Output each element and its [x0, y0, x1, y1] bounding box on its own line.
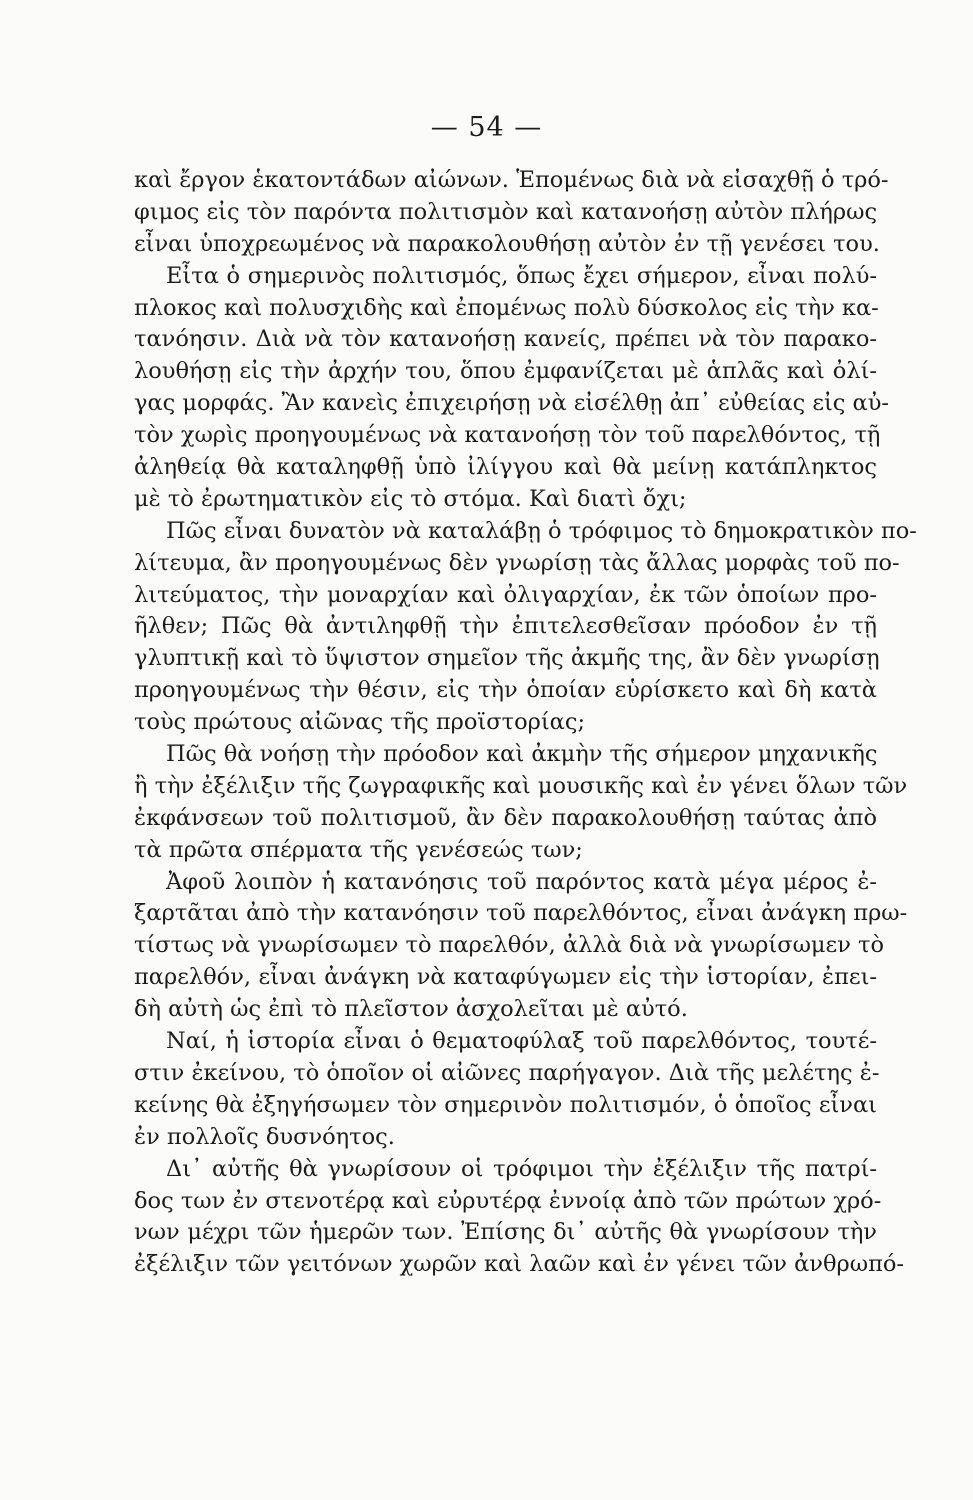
body-text: [134, 165, 917, 1281]
text-line: δος των ἐν στενοτέρᾳ καὶ εὐρυτέρᾳ ἐννοίᾳ ἀπὸ τῶν πρώτων χρό-: [134, 1187, 882, 1214]
text-line: προηγουμένως τὴν θέσιν, εἰς τὴν ὁποίαν εὑρίσκετο καὶ δὴ κατὰ: [134, 677, 877, 704]
text-line: Πῶς εἶναι δυνατὸν νὰ καταλάβῃ ὁ τρόφιμος τὸ δημοκρατικὸν πο-: [166, 517, 917, 544]
text-line: ξαρτᾶται ἀπὸ τὴν κατανόησιν τοῦ παρελθόντος, εἶναι ἀνάγκη πρω-: [134, 900, 908, 927]
text-line: ῆλθεν; Πῶς θὰ ἀντιληφθῇ τὴν ἐπιτελεσθεῖσαν πρόοδον ἐν τῇ: [134, 613, 877, 640]
text-line: κείνης θὰ ἐξηγήσωμεν τὸν σημερινὸν πολιτισμόν, ὁ ὁποῖος εἶναι: [134, 1091, 877, 1118]
page-number: — 54 —: [430, 112, 543, 143]
text-line: τοὺς πρώτους αἰῶνας τῆς προϊστορίας;: [134, 709, 586, 736]
text-line: Ναί, ἡ ἱστορία εἶναι ὁ θεματοφύλαξ τοῦ παρελθόντος, τουτέ-: [166, 1028, 877, 1055]
text-line: νων μέχρι τῶν ἡμερῶν των. Ἐπίσης δι᾽ αὐτῆς θὰ γνωρίσουν τὴν: [134, 1219, 877, 1246]
text-line: τίστως νὰ γνωρίσωμεν τὸ παρελθόν, ἀλλὰ διὰ νὰ γνωρίσωμεν τὸ: [134, 932, 885, 959]
text-line: δὴ αὐτὴ ὡς ἐπὶ τὸ πλεῖστον ἀσχολεῖται μὲ αὐτό.: [134, 996, 688, 1023]
text-line: ἐν πολλοῖς δυσνόητος.: [134, 1123, 395, 1150]
text-line: τὸν χωρὶς προηγουμένως νὰ κατανοήσῃ τὸν τοῦ παρελθόντος, τῇ: [134, 422, 881, 449]
text-line: γας μορφάς. Ἂν κανεὶς ἐπιχειρήσῃ νὰ εἰσέλθῃ ἀπ᾽ εὐθείας εἰς αὐ-: [134, 390, 890, 417]
text-line: καὶ ἔργον ἑκατοντάδων αἰώνων. Ἑπομένως διὰ νὰ εἰσαχθῇ ὁ τρό-: [134, 167, 889, 193]
text-line: ἐκφάνσεων τοῦ πολιτισμοῦ, ἂν δὲν παρακολουθήσῃ ταύτας ἀπὸ: [134, 804, 877, 831]
text-line: Ἀφοῦ λοιπὸν ἡ κατανόησις τοῦ παρόντος κατὰ μέγα μέρος ἐ-: [166, 868, 877, 895]
text-line: στιν ἐκείνου, τὸ ὁποῖον οἱ αἰῶνες παρήγαγον. Διὰ τῆς μελέτης ἐ-: [134, 1059, 880, 1086]
text-line: γλυπτικῇ καὶ τὸ ὕψιστον σημεῖον τῆς ἀκμῆς της, ἂν δὲν γνωρίσῃ: [134, 645, 880, 672]
text-line: λιτεύματος, τὴν μοναρχίαν καὶ ὀλιγαρχίαν, ἐκ τῶν ὁποίων προ-: [134, 581, 877, 608]
text-line: ἐξέλιξιν τῶν γειτόνων χωρῶν καὶ λαῶν καὶ ἐν γένει τῶν ἀνθρωπό-: [134, 1251, 904, 1278]
text-line: παρελθόν, εἶναι ἀνάγκη νὰ καταφύγωμεν εἰς τὴν ἱστορίαν, ἐπει-: [134, 964, 877, 991]
text-line: ἢ τὴν ἐξέλιξιν τῆς ζωγραφικῆς καὶ μουσικῆς καὶ ἐν γένει ὅλων τῶν: [134, 772, 908, 799]
text-line: μὲ τὸ ἐρωτηματικὸν εἰς τὸ στόμα. Καὶ διατὶ ὄχι;: [134, 485, 687, 512]
text-line: τὰ πρῶτα σπέρματα τῆς γενέσεώς των;: [134, 836, 583, 863]
text-line: τανόησιν. Διὰ νὰ τὸν κατανοήσῃ κανείς, πρέπει νὰ τὸν παρακο-: [134, 326, 877, 353]
text-line: Εἶτα ὁ σημερινὸς πολιτισμός, ὅπως ἔχει σήμερον, εἶναι πολύ-: [166, 262, 877, 289]
text-line: πλοκος καὶ πολυσχιδὴς καὶ ἐπομένως πολὺ δύσκολος εἰς τὴν κα-: [134, 294, 879, 321]
text-line: λίτευμα, ἂν προηγουμένως δὲν γνωρίσῃ τὰς ἄλλας μορφὰς τοῦ πο-: [134, 549, 900, 576]
text-line: Δι᾽ αὐτῆς θὰ γνωρίσουν οἱ τρόφιμοι τὴν ἐξέλιξιν τῆς πατρί-: [166, 1155, 877, 1182]
text-line: ἀληθείᾳ θὰ καταληφθῇ ὑπὸ ἰλίγγου καὶ θὰ μείνῃ κατάπληκτος: [134, 454, 877, 481]
text-line: εἶναι ὑποχρεωμένος νὰ παρακολουθήσῃ αὐτὸν ἐν τῇ γενέσει του.: [134, 230, 880, 257]
text-line: φιμος εἰς τὸν παρόντα πολιτισμὸν καὶ κατανοήσῃ αὐτὸν πλήρως: [134, 198, 878, 225]
text-line: λουθήσῃ εἰς τὴν ἀρχήν του, ὅπου ἐμφανίζεται μὲ ἁπλᾶς καὶ ὀλί-: [134, 358, 877, 385]
text-line: Πῶς θὰ νοήσῃ τὴν πρόοδον καὶ ἀκμὴν τῆς σήμερον μηχανικῆς: [166, 741, 878, 768]
